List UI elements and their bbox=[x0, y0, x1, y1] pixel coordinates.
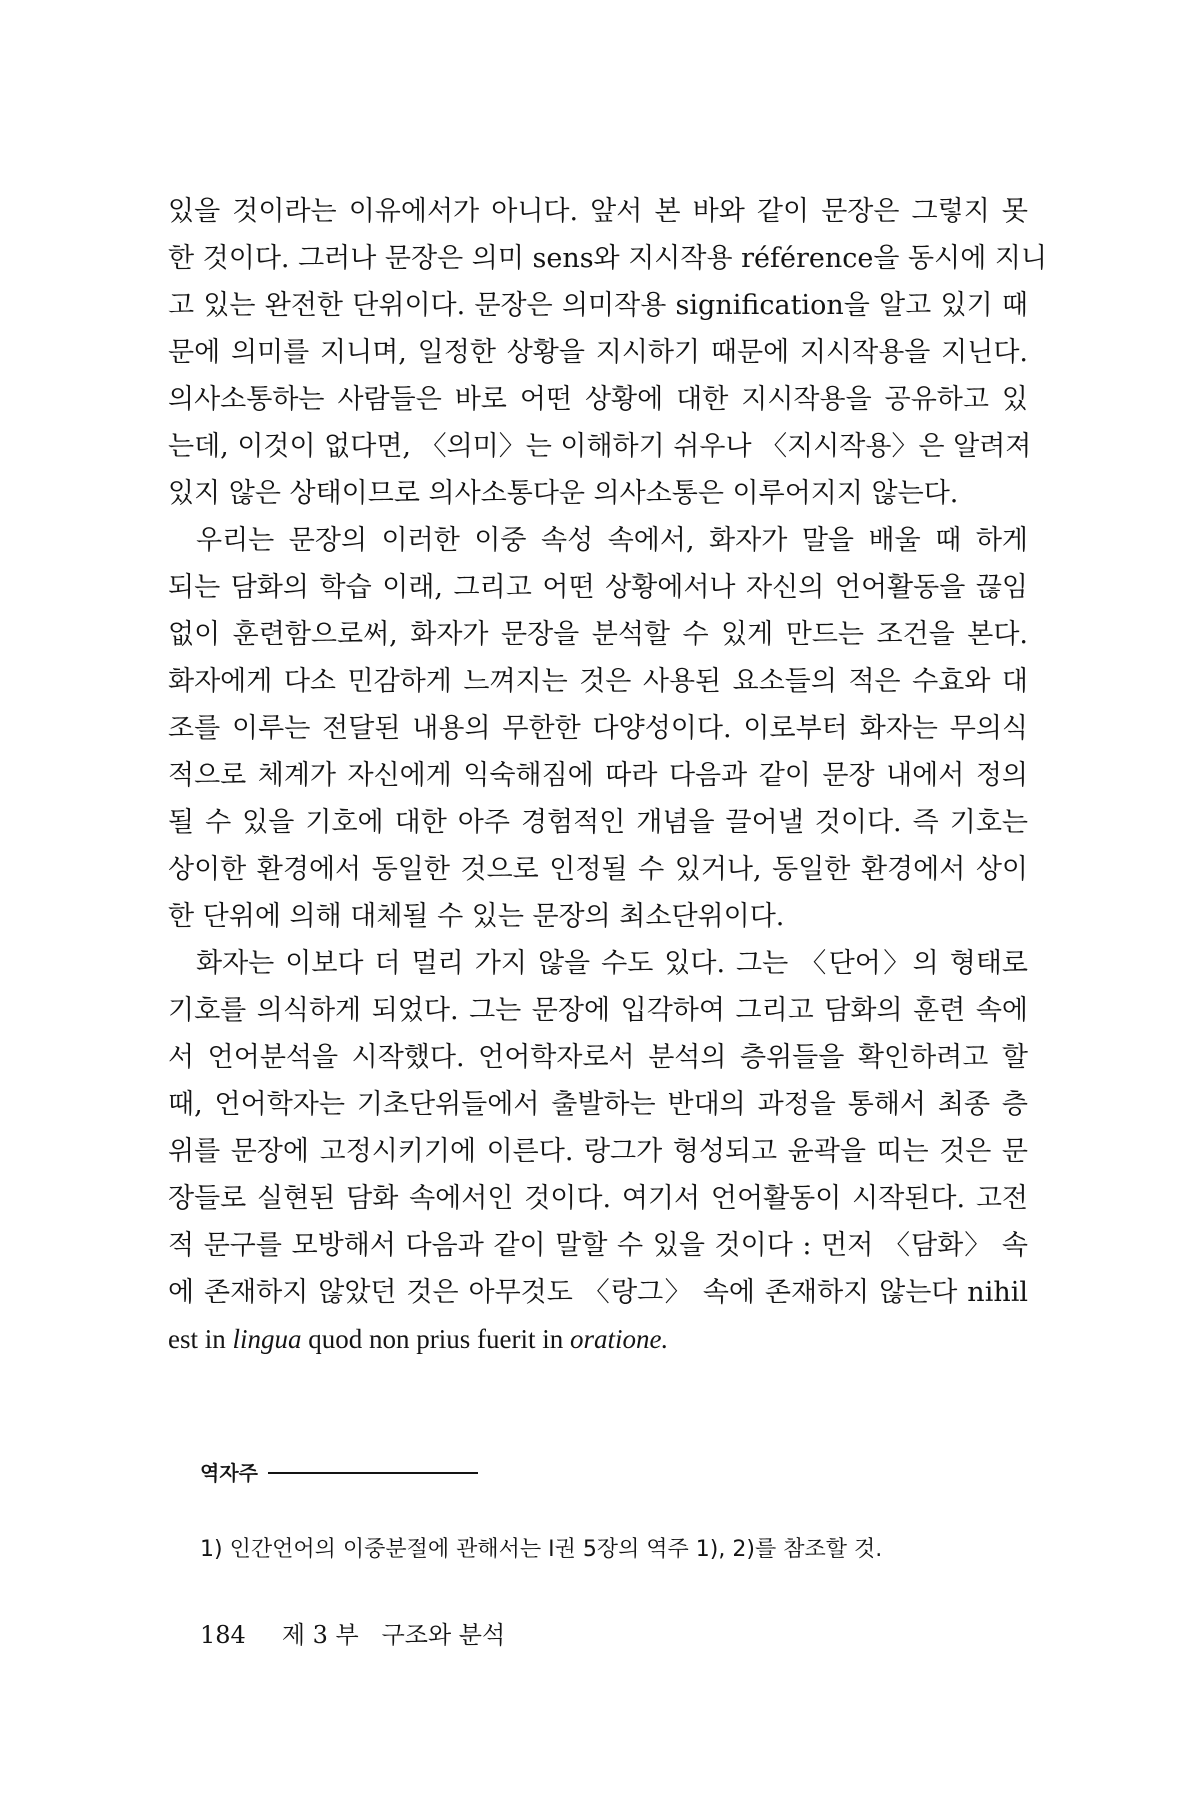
text-line: 적으로 체계가 자신에게 익숙해짐에 따라 다음과 같이 문장 내에서 정의 bbox=[168, 760, 1028, 791]
notes-heading-label: 역자주 bbox=[200, 1461, 258, 1485]
running-section-title: 제 3 부 구조와 분석 bbox=[281, 1621, 506, 1649]
text-line: 상이한 환경에서 동일한 것으로 인정될 수 있거나, 동일한 환경에서 상이 bbox=[168, 854, 1028, 885]
text-line: 의사소통하는 사람들은 바로 어떤 상황에 대한 지시작용을 공유하고 있 bbox=[168, 384, 1028, 415]
text-line: 화자에게 다소 민감하게 느껴지는 것은 사용된 요소들의 적은 수효와 대 bbox=[168, 666, 1028, 697]
text-line: 때, 언어학자는 기초단위들에서 출발하는 반대의 과정을 통해서 최종 층 bbox=[168, 1089, 1028, 1120]
text-line: 한 단위에 의해 대체될 수 있는 문장의 최소단위이다. bbox=[168, 901, 785, 932]
latin-quote-line bbox=[168, 1316, 1028, 1363]
text-line: 문에 의미를 지니며, 일정한 상황을 지시하기 때문에 지시작용을 지닌다. bbox=[168, 337, 1028, 368]
text-line: 서 언어분석을 시작했다. 언어학자로서 분석의 층위들을 확인하려고 할 bbox=[168, 1042, 1028, 1073]
latin-italic-word: oratione. bbox=[570, 1324, 669, 1354]
text-line: 조를 이루는 전달된 내용의 무한한 다양성이다. 이로부터 화자는 무의식 bbox=[168, 713, 1028, 744]
text-line: 한 것이다. 그러나 문장은 의미 sens와 지시작용 référence을 동시에 지니 bbox=[168, 243, 1048, 274]
paragraph-first-line: 화자는 이보다 더 멀리 가지 않을 수도 있다. 그는 〈단어〉의 형태로 bbox=[196, 948, 1028, 979]
page-number: 184 bbox=[200, 1621, 246, 1649]
paragraph-first-line: 우리는 문장의 이러한 이중 속성 속에서, 화자가 말을 배울 때 하게 bbox=[196, 525, 1028, 556]
text-line: 고 있는 완전한 단위이다. 문장은 의미작용 signification을 알고 있기 때 bbox=[168, 290, 1028, 321]
text-line: 기호를 의식하게 되었다. 그는 문장에 입각하여 그리고 담화의 훈련 속에 bbox=[168, 995, 1028, 1026]
text-line: 되는 담화의 학습 이래, 그리고 어떤 상황에서나 자신의 언어활동을 끊임 bbox=[168, 572, 1028, 603]
latin-text: est in bbox=[168, 1324, 233, 1354]
text-line: 있지 않은 상태이므로 의사소통다운 의사소통은 이루어지지 않는다. bbox=[168, 478, 959, 509]
text-line: 없이 훈련함으로써, 화자가 문장을 분석할 수 있게 만드는 조건을 본다. bbox=[168, 619, 1028, 650]
text-line: 적 문구를 모방해서 다음과 같이 말할 수 있을 것이다 : 먼저 〈담화〉 속 bbox=[168, 1230, 1028, 1261]
text-line: 위를 문장에 고정시키기에 이른다. 랑그가 형성되고 윤곽을 띠는 것은 문 bbox=[168, 1136, 1028, 1167]
text-line: 에 존재하지 않았던 것은 아무것도 〈랑그〉 속에 존재하지 않는다 nihil bbox=[168, 1277, 1028, 1308]
page-footer bbox=[200, 1620, 505, 1650]
text-line: 는데, 이것이 없다면, 〈의미〉는 이해하기 쉬우나 〈지시작용〉은 알려져 bbox=[168, 431, 1032, 462]
latin-text: quod non prius fuerit in bbox=[301, 1324, 570, 1354]
text-line: 있을 것이라는 이유에서가 아니다. 앞서 본 바와 같이 문장은 그렇지 못 bbox=[168, 196, 1028, 227]
text-line: 될 수 있을 기호에 대한 아주 경험적인 개념을 끌어낼 것이다. 즉 기호는 bbox=[168, 807, 1028, 838]
notes-divider bbox=[268, 1472, 478, 1474]
translator-notes-heading bbox=[200, 1460, 478, 1486]
footnote-item: 1) 인간언어의 이중분절에 관해서는 I권 5장의 역주 1), 2)를 참조할 것. bbox=[200, 1537, 883, 1562]
text-line: 장들로 실현된 담화 속에서인 것이다. 여기서 언어활동이 시작된다. 고전 bbox=[168, 1183, 1028, 1214]
body-text bbox=[168, 188, 1048, 1363]
latin-italic-word: lingua bbox=[232, 1324, 302, 1354]
